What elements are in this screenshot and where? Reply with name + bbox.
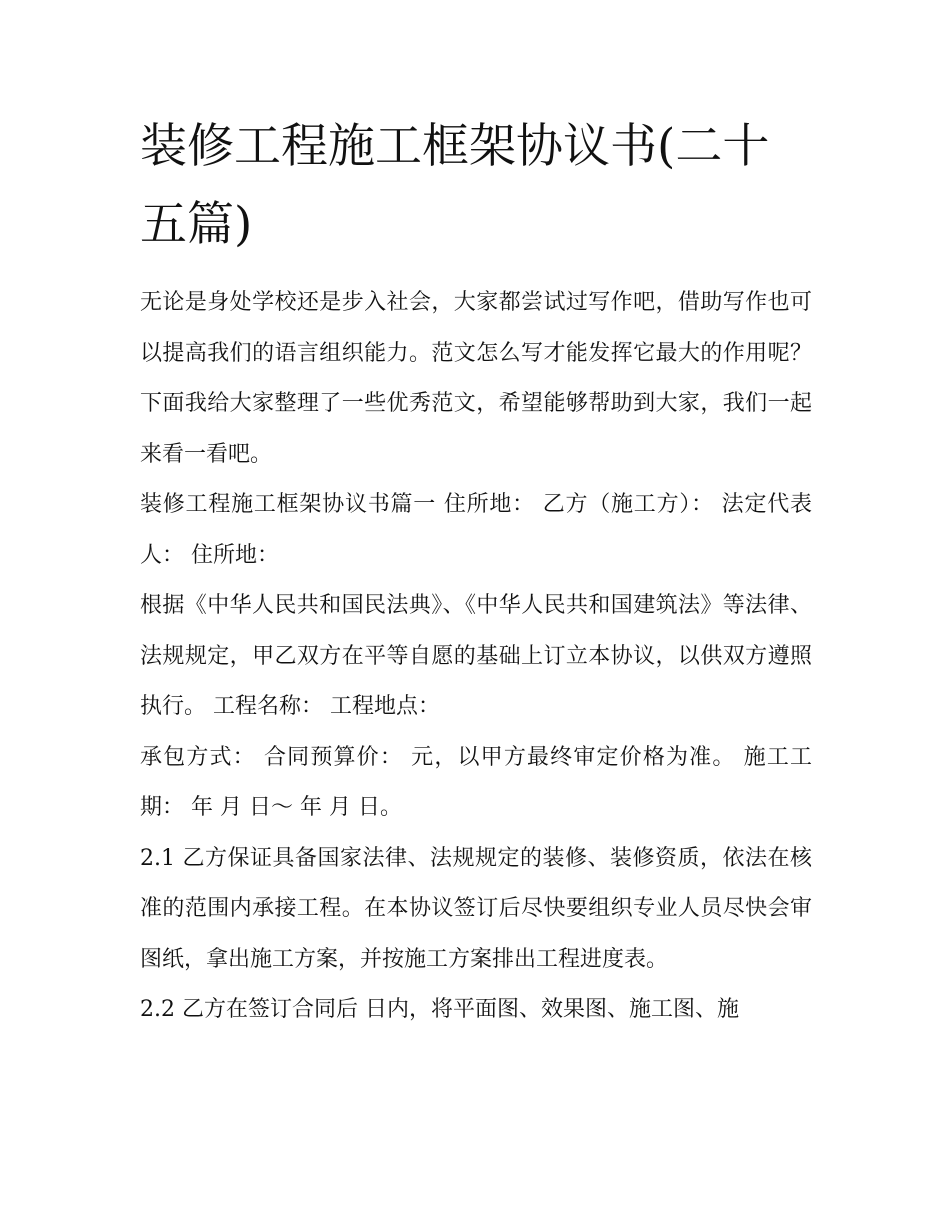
paragraph-clause-2-2: 2.2 乙方在签订合同后 日内，将平面图、效果图、施工图、施	[140, 997, 739, 1022]
paragraph-basis: 根据《中华人民共和国民法典》、《中华人民共和国建筑法》等法律、法规规定，甲乙双方在平等自愿的基础上订立本协议，以供双方遵照执行。 工程名称： 工程地点：	[140, 593, 812, 719]
document-page	[140, 108, 812, 1036]
paragraph-intro: 无论是身处学校还是步入社会，大家都尝试过写作吧，借助写作也可以提高我们的语言组织能力。范文怎么写才能发挥它最大的作用呢？下面我给大家整理了一些优秀范文，希望能够帮助到大家，我们一起来看一看吧。	[140, 290, 812, 467]
paragraph-clause-2-1: 2.1 乙方保证具备国家法律、法规规定的装修、装修资质，依法在核准的范围内承接工程。在本协议签订后尽快要组织专业人员尽快会审图纸，拿出施工方案，并按施工方案排出工程进度表。	[140, 845, 812, 972]
paragraph-parties: 装修工程施工框架协议书篇一 住所地： 乙方（施工方）： 法定代表人： 住所地：	[140, 492, 812, 568]
paragraph-contract-terms: 承包方式： 合同预算价： 元，以甲方最终审定价格为准。 施工工期： 年 月 日～ 年 月 日。	[140, 744, 812, 820]
document-title: 装修工程施工框架协议书(二十五篇)	[140, 119, 770, 252]
